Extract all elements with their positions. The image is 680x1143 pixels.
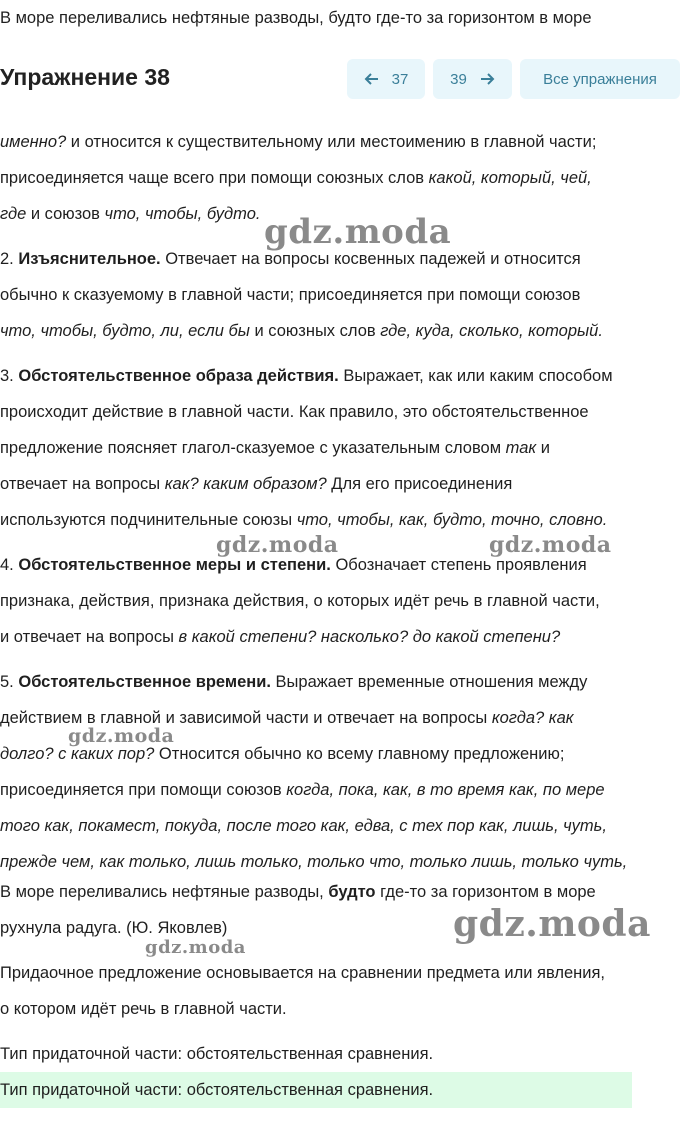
- page-title: Упражнение 38: [0, 64, 170, 90]
- text-line: именно? и относится к существительному или местоимению в главной части;: [0, 133, 597, 151]
- text-line: используются подчинительные союзы что, чтобы, как, будто, точно, словно.: [0, 511, 608, 529]
- example-sentence-line: рухнула радуга. (Ю. Яковлев): [0, 919, 228, 937]
- text-line: предложение поясняет глагол-сказуемое с указательным словом так и: [0, 439, 550, 457]
- arrow-right-icon: [479, 71, 495, 87]
- answer-type-highlighted: Тип придаточной части: обстоятельственная сравнения.: [0, 1081, 434, 1099]
- paragraph-3-heading: 3. Обстоятельственное образа действия. Выражает, как или каким способом: [0, 367, 613, 385]
- text-line: обычно к сказуемому в главной части; присоединяется при помощи союзов: [0, 286, 581, 304]
- paragraph-2-heading: 2. Изъяснительное. Отвечает на вопросы косвенных падежей и относится: [0, 250, 581, 268]
- answer-type-line: Тип придаточной части: обстоятельственная сравнения.: [0, 1045, 434, 1063]
- prev-exercise-button[interactable]: [347, 59, 425, 99]
- text-line: отвечает на вопросы как? каким образом? Для его присоединения: [0, 475, 513, 493]
- top-text-line: В море переливались нефтяные разводы, будто где-то за горизонтом в море: [0, 9, 592, 27]
- text-line: присоединяется чаще всего при помощи союзных слов какой, который, чей,: [0, 169, 592, 187]
- text-line: что, чтобы, будто, ли, если бы и союзных слов где, куда, сколько, который.: [0, 322, 603, 340]
- prev-exercise-label: 37: [391, 70, 409, 88]
- example-sentence-line: В море переливались нефтяные разводы, будто где-то за горизонтом в море: [0, 883, 596, 901]
- all-exercises-button[interactable]: [520, 59, 680, 99]
- watermark-logo: gdz.moda: [68, 725, 175, 747]
- text-line: действием в главной и зависимой части и отвечает на вопросы когда? как: [0, 709, 574, 727]
- text-line: где и союзов что, чтобы, будто.: [0, 205, 261, 223]
- text-line: долго? с каких пор? Относится обычно ко всему главному предложению;: [0, 745, 565, 763]
- all-exercises-label: Все упражнения: [543, 70, 657, 88]
- watermark-logo: gdz.moda: [264, 212, 452, 252]
- next-exercise-button[interactable]: [433, 59, 512, 99]
- watermark-logo: gdz.moda: [216, 532, 339, 558]
- text-line: происходит действие в главной части. Как правило, это обстоятельственное: [0, 403, 589, 421]
- text-line: признака, действия, признака действия, о которых идёт речь в главной части,: [0, 592, 600, 610]
- text-line: того как, покамест, покуда, после того как, едва, с тех пор как, лишь, чуть,: [0, 817, 607, 835]
- text-line: и отвечает на вопросы в какой степени? насколько? до какой степени?: [0, 628, 561, 646]
- arrow-left-icon: [364, 71, 380, 87]
- paragraph-5-heading: 5. Обстоятельственное времени. Выражает временные отношения между: [0, 673, 588, 691]
- text-line: присоединяется при помощи союзов когда, пока, как, в то время как, по мере: [0, 781, 605, 799]
- text-line: прежде чем, как только, лишь только, только что, только лишь, только чуть,: [0, 853, 628, 871]
- watermark-logo: gdz.moda: [145, 937, 246, 958]
- analysis-line: Придаочное предложение основывается на сравнении предмета или явления,: [0, 964, 605, 982]
- watermark-logo: gdz.moda: [453, 903, 651, 945]
- paragraph-4-heading: 4. Обстоятельственное меры и степени. Обозначает степень проявления: [0, 556, 587, 574]
- next-exercise-label: 39: [450, 70, 467, 88]
- watermark-logo: gdz.moda: [489, 532, 612, 558]
- analysis-line: о котором идёт речь в главной части.: [0, 1000, 287, 1018]
